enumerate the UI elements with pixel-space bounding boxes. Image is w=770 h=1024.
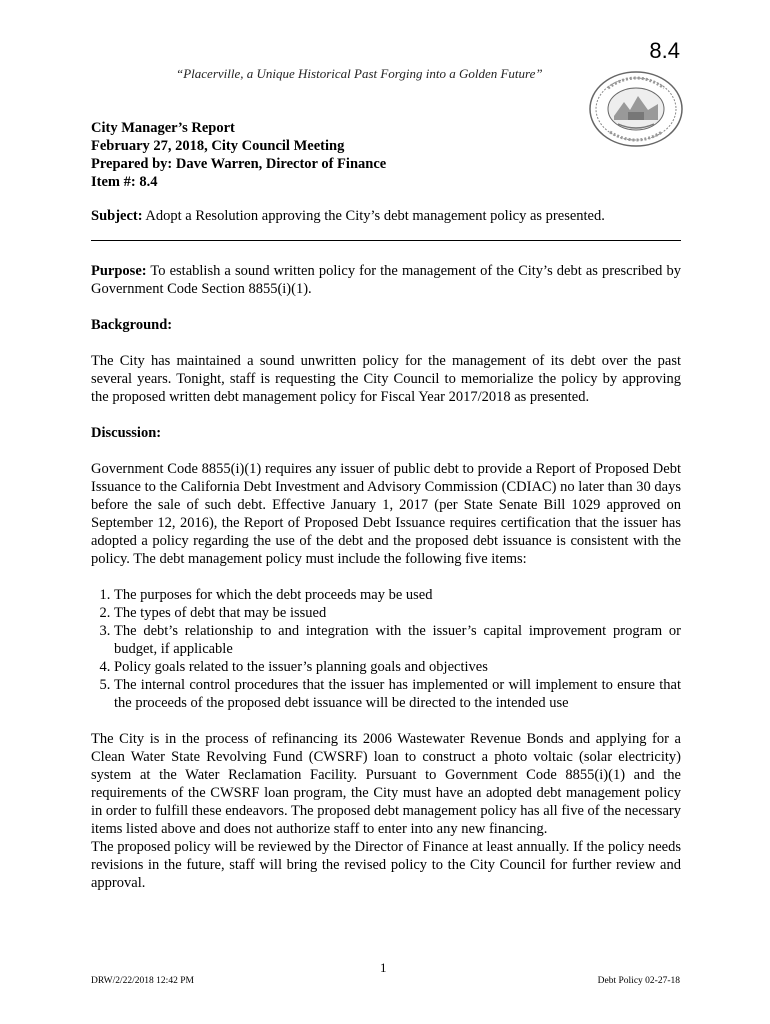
city-tagline: “Placerville, a Unique Historical Past Forging into a Golden Future” — [176, 66, 543, 81]
background-text: The City has maintained a sound unwritten policy for the management of its debt over the past several years. Tonight, staff is requesting the City Council to memorialize the policy by approving the proposed written debt management policy for Fiscal Year 2017/2018 as presented. — [91, 353, 681, 405]
discussion-intro: Government Code 8855(i)(1) requires any issuer of public debt to provide a Report of Proposed Debt Issuance to the California Debt Investment and Advisory Commission (CDIAC) no later than 30 days before the sale of such debt. Effective January 1, 2017 (per State Senate Bill 1029 approved on September 12, 2016), the Report of Proposed Debt Issuance requires certification that the issuer has adopted a policy regarding the use of the debt and the proposed debt issuance is consistent with the policy. The debt management policy must include the following five items: — [91, 461, 681, 567]
discussion-heading: Discussion: — [91, 425, 162, 441]
purpose-text: To establish a sound written policy for the management of the City’s debt as prescribed by Government Code Section 8855(i)(1). — [91, 263, 681, 297]
discussion-paragraph-3: The proposed policy will be reviewed by the Director of Finance at least annually. If the policy needs revisions in the future, staff will bring the revised policy to the City Council for further review and approval. — [91, 839, 681, 891]
prepared-by: Prepared by: Dave Warren, Director of Finance — [91, 156, 387, 172]
subject-label: Subject: — [91, 208, 143, 224]
list-item: 1. The purposes for which the debt proceeds may be used — [114, 586, 681, 604]
discussion-paragraph-2: The City is in the process of refinancing its 2006 Wastewater Revenue Bonds and applying for a Clean Water State Revolving Fund (CWSRF) loan to construct a photo voltaic (solar electricity) system at the Water Reclamation Facility. Pursuant to Government Code 8855(i)(1) and the requirements of the CWSRF loan program, the City must have an adopted debt management policy in order to fulfill these endeavors. The proposed debt management policy has all five of the necessary items listed above and does not authorize staff to enter into any new financing. — [91, 731, 681, 837]
report-header — [91, 119, 386, 191]
footer-timestamp: DRW/2/22/2018 12:42 PM — [91, 976, 194, 986]
meeting-date: February 27, 2018, City Council Meeting — [91, 138, 345, 154]
item-number: 8.4 — [649, 38, 680, 63]
background-heading: Background: — [91, 317, 173, 333]
item-label: Item #: 8.4 — [91, 174, 158, 190]
list-item: 5. The internal control procedures that the issuer has implemented or will implement to ensure that the proceeds of the proposed debt issuance will be directed to the intended use — [114, 676, 681, 712]
list-item: 4. Policy goals related to the issuer’s planning goals and objectives — [114, 658, 681, 676]
page-number: 1 — [380, 960, 387, 975]
divider — [91, 240, 681, 241]
purpose-paragraph — [91, 262, 681, 298]
subject-line — [91, 207, 605, 225]
report-body — [91, 262, 681, 892]
purpose-label: Purpose: — [91, 263, 147, 279]
city-seal-icon — [588, 70, 684, 148]
policy-items-list — [91, 586, 681, 712]
list-item: 2. The types of debt that may be issued — [114, 604, 681, 622]
subject-text: Adopt a Resolution approving the City’s debt management policy as presented. — [142, 208, 605, 224]
report-title: City Manager’s Report — [91, 120, 235, 136]
footer-doc-name: Debt Policy 02-27-18 — [597, 976, 680, 986]
list-item: 3. The debt’s relationship to and integration with the issuer’s capital improvement program or budget, if applicable — [114, 622, 681, 658]
